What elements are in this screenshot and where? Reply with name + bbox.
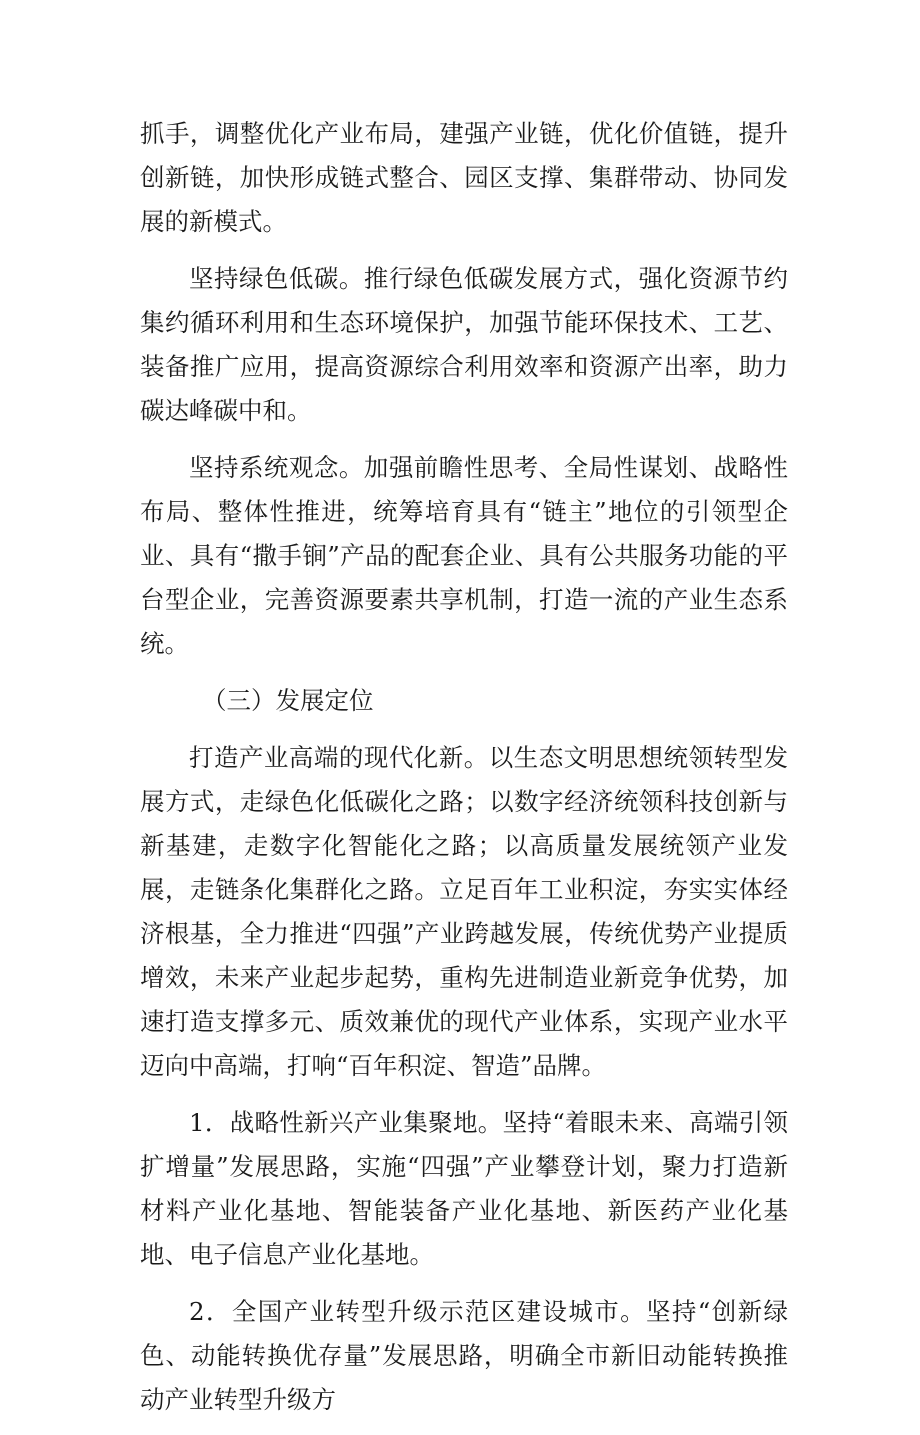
paragraph-continuation: 抓手，调整优化产业布局，建强产业链，优化价值链，提升创新链，加快形成链式整合、园区支撑、集群带动、协同发展的新模式。 <box>140 119 788 236</box>
paragraph-green-low-carbon: 坚持绿色低碳。推行绿色低碳发展方式，强化资源节约集约循环利用和生态环境保护，加强节能环保技术、工艺、装备推广应用，提高资源综合利用效率和资源产出率，助力碳达峰碳中和。 <box>140 264 788 425</box>
paragraph-item-2: 2．全国产业转型升级示范区建设城市。坚持“创新绿色、动能转换优存量”发展思路，明确全市新旧动能转换推动产业转型升级方 <box>140 1297 788 1414</box>
document-body <box>140 112 788 1435</box>
paragraph-system-concept: 坚持系统观念。加强前瞻性思考、全局性谋划、战略性布局、整体性推进，统筹培育具有“链主”地位的引领型企业、具有“撒手锏”产品的配套企业、具有公共服务功能的平台型企业，完善资源要素共享机制，打造一流的产业生态系统。 <box>140 453 788 658</box>
paragraph-item-1: 1．战略性新兴产业集聚地。坚持“着眼未来、高端引领扩增量”发展思路，实施“四强”产业攀登计划，聚力打造新材料产业化基地、智能装备产业化基地、新医药产业化基地、电子信息产业化基地。 <box>140 1108 788 1269</box>
paragraph-positioning: 打造产业高端的现代化新。以生态文明思想统领转型发展方式，走绿色化低碳化之路；以数字经济统领科技创新与新基建，走数字化智能化之路；以高质量发展统领产业发展，走链条化集群化之路。立足百年工业积淀，夯实实体经济根基，全力推进“四强”产业跨越发展，传统优势产业提质增效，未来产业起步起势，重构先进制造业新竞争优势，加速打造支撑多元、质效兼优的现代产业体系，实现产业水平迈向中高端，打响“百年积淀、智造”品牌。 <box>140 743 788 1080</box>
section-heading: （三）发展定位 <box>202 686 374 715</box>
